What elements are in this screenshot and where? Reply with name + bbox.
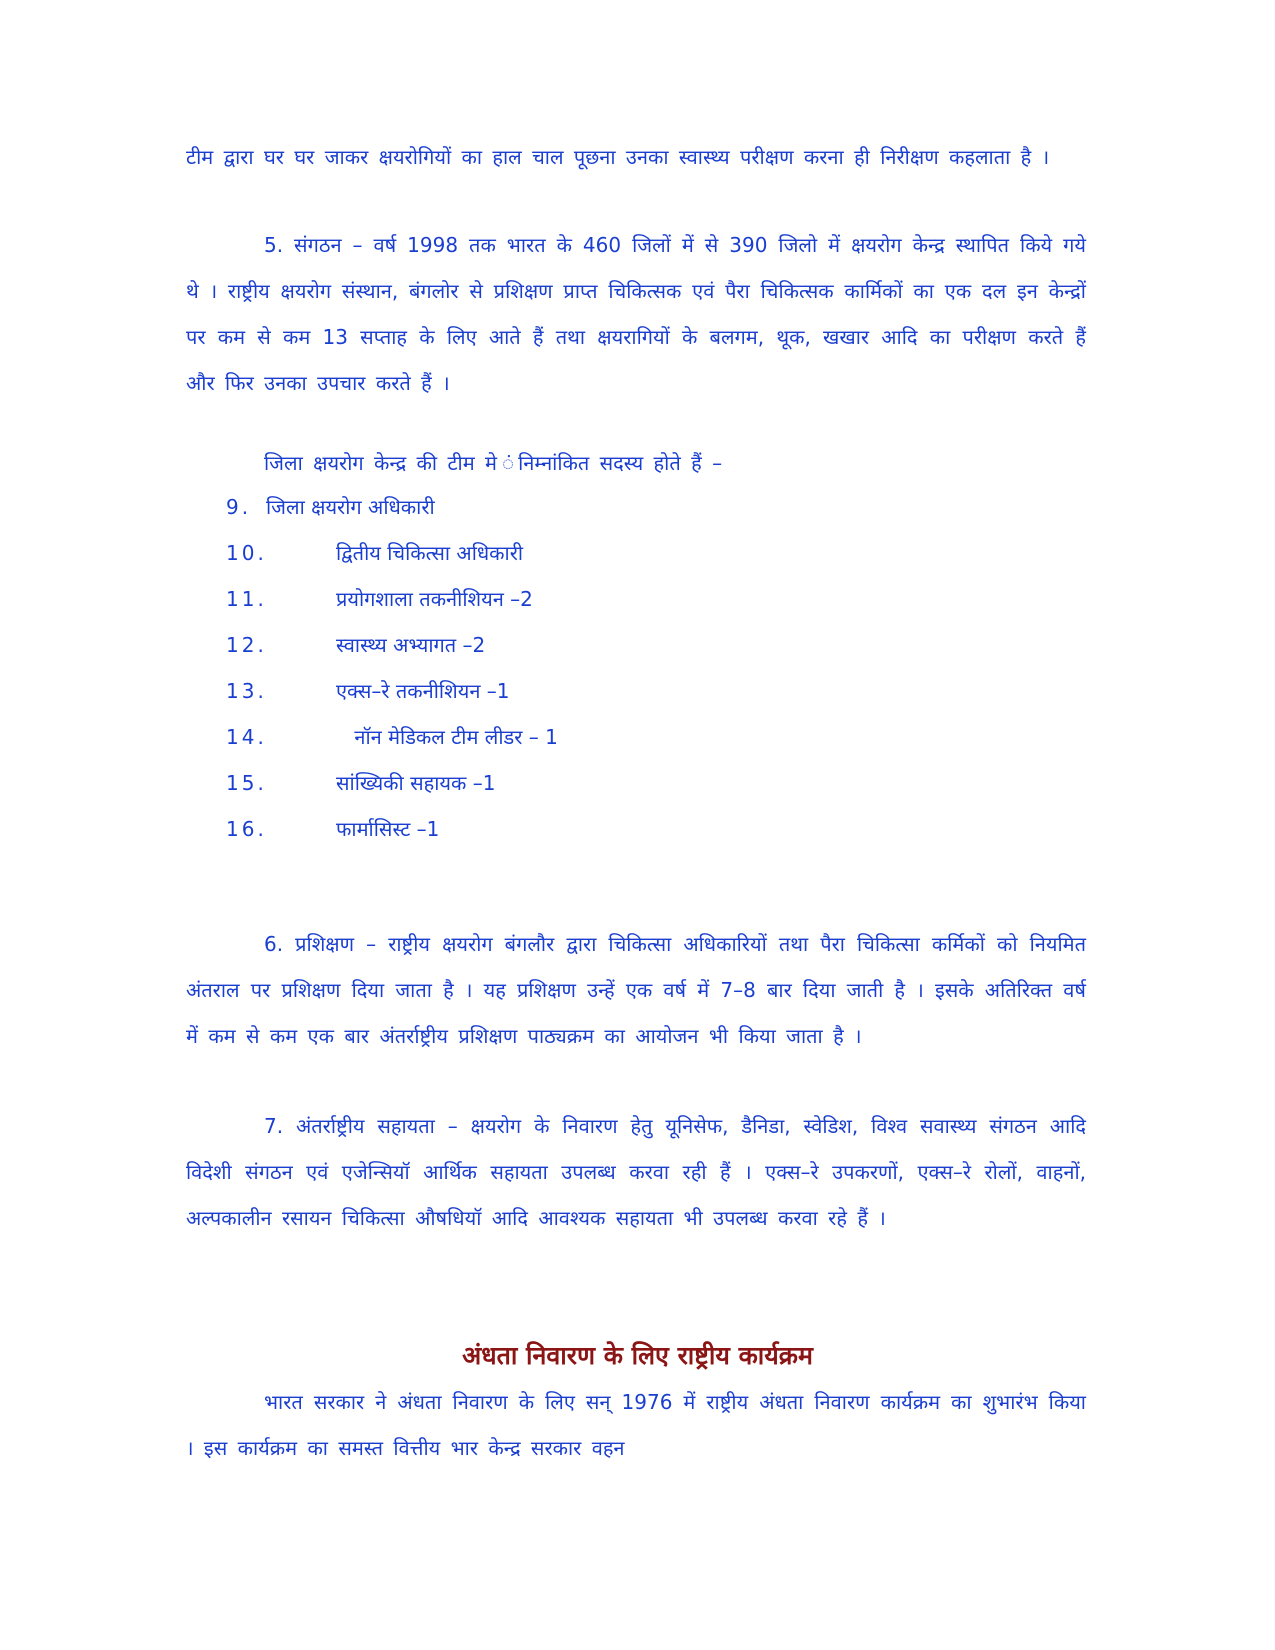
list-item-number: 16. <box>226 817 267 841</box>
list-item-number: 14. <box>226 725 267 749</box>
list-item <box>226 622 558 668</box>
list-item-number: 13. <box>226 679 267 703</box>
list-item-text: फार्मासिस्ट –1 <box>336 817 440 841</box>
list-item-number: 11. <box>226 587 267 611</box>
list-item-number: 9. <box>226 495 252 519</box>
paragraph-blindness-program: भारत सरकार ने अंधता निवारण के लिए सन् 1976 में राष्ट्रीय अंधता निवारण कार्यक्रम का शुभारंभ किया । इस कार्यक्रम का समस्त वित्तीय भार केन्द्र सरकार वहन <box>186 1390 1086 1460</box>
list-item <box>226 714 558 760</box>
list-item-text: जिला क्षयरोग अधिकारी <box>266 495 435 519</box>
list-item-text: प्रयोगशाला तकनीशियन –2 <box>336 587 533 611</box>
list-item-text: नॉन मेडिकल टीम लीडर – 1 <box>348 725 558 749</box>
list-item <box>226 484 558 530</box>
paragraph-international-aid: 7. अंतर्राष्ट्रीय सहायता – क्षयरोग के निवारण हेतु यूनिसेफ, डैनिडा, स्वेडिश, विश्व सवास्थ्य संगठन आदि विदेशी संगठन एवं एजेन्सियॉ आर्थिक सहायता उपलब्ध करवा रही हैं । एक्स–रे उपकरणों, एक्स–रे रोलों, वाहनों, अल्पकालीन रसायन चिकित्सा औषधियॉ आदि आवश्यक सहायता भी उपलब्ध करवा रहे हैं । <box>186 1114 1086 1230</box>
list-item-number: 15. <box>226 771 267 795</box>
list-item-text: सांख्यिकी सहायक –1 <box>336 771 496 795</box>
list-item-text: एक्स–रे तकनीशियन –1 <box>336 679 510 703</box>
list-item-text: स्वास्थ्य अभ्यागत –2 <box>336 633 486 657</box>
list-item <box>226 668 558 714</box>
section-heading: अंधता निवारण के लिए राष्ट्रीय कार्यक्रम <box>462 1341 813 1370</box>
team-member-list <box>226 484 558 852</box>
paragraph-organization: 5. संगठन – वर्ष 1998 तक भारत के 460 जिलों में से 390 जिलो में क्षयरोग केन्द्र स्थापित किये गये थे । राष्ट्रीय क्षयरोग संस्थान, बंगलोर से प्रशिक्षण प्राप्त चिकित्सक एवं पैरा चिकित्सक कार्मिकों का एक दल इन केन्द्रों पर कम से कम 13 सप्ताह के लिए आते हैं तथा क्षयरागियों के बलगम, थूक, खखार आदि का परीक्षण करते हैं और फिर उनका उपचार करते हैं । <box>186 233 1086 395</box>
paragraph-training: 6. प्रशिक्षण – राष्ट्रीय क्षयरोग बंगलौर द्वारा चिकित्सा अधिकारियों तथा पैरा चिकित्सा कर्मिकों को नियमित अंतराल पर प्रशिक्षण दिया जाता है । यह प्रशिक्षण उन्हें एक वर्ष में 7–8 बार दिया जाती है । इसके अतिरिक्त वर्ष में कम से कम एक बार अंतर्राष्ट्रीय प्रशिक्षण पाठ्यक्रम का आयोजन भी किया जाता है । <box>186 932 1086 1048</box>
list-item <box>226 530 558 576</box>
list-item-number: 12. <box>226 633 267 657</box>
list-item <box>226 806 558 852</box>
list-item-text: द्वितीय चिकित्सा अधिकारी <box>336 541 524 565</box>
paragraph-inspection: टीम द्वारा घर घर जाकर क्षयरोगियों का हाल चाल पूछना उनका स्वास्थ्य परीक्षण करना ही निरीक्षण कहलाता है । <box>186 145 1050 169</box>
list-item-number: 10. <box>226 541 267 565</box>
list-item <box>226 760 558 806</box>
paragraph-team-intro: जिला क्षयरोग केन्द्र की टीम मे ंनिम्नांकित सदस्य होते हैं – <box>264 451 723 475</box>
list-item <box>226 576 558 622</box>
